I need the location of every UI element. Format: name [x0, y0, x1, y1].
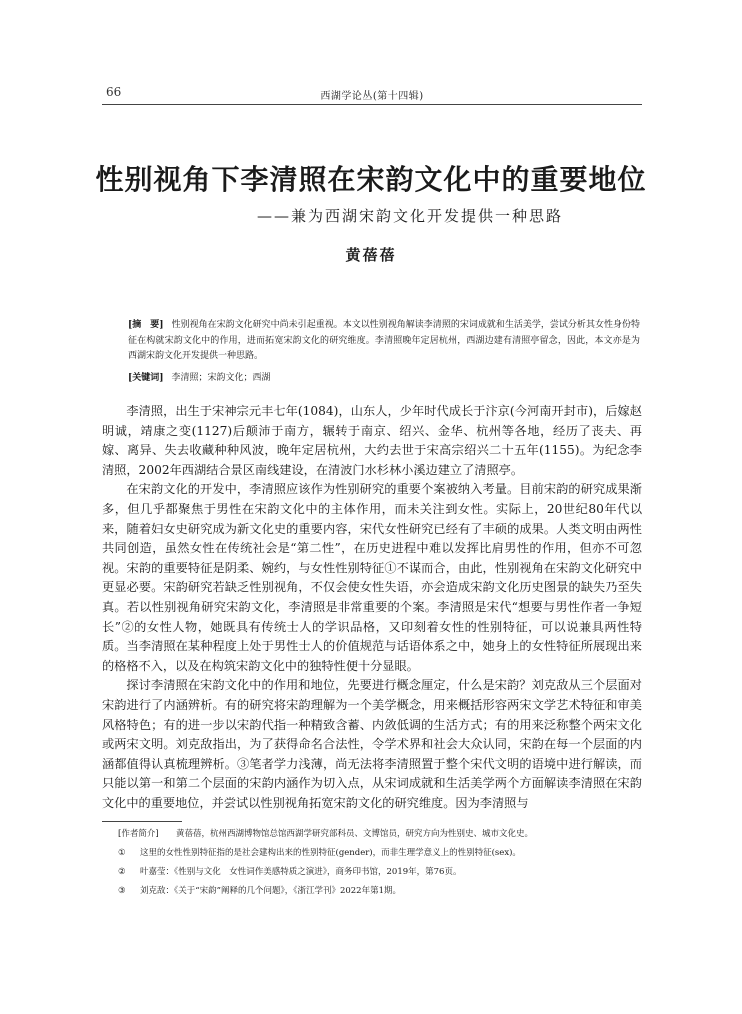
body-paragraph: 李清照，出生于宋神宗元丰七年(1084)，山东人，少年时代成长于汴京(今河南开封市)，后嫁赵明诚，靖康之变(1127)后颠沛于南方，辗转于南京、绍兴、金华、杭州等各地，经历了丧夫、再嫁、离异、失去收藏种种风波，晚年定居杭州，大约去世于宋高宗绍兴二十五年(1155)。为纪念李清照，2002年西湖结合景区南线建设，在清波门水杉林小溪边建立了清照亭。 — [102, 404, 642, 477]
footnote-text: 黄蓓蓓，杭州西湖博物馆总馆西湖学研究部科员、文博馆员，研究方向为性别史、城市文化史。 — [176, 829, 534, 839]
footnote-text: 叶嘉莹：《性别与文化 女性词作美感特质之演进》，商务印书馆，2019年，第76页。 — [140, 867, 462, 877]
article-subtitle: ——兼为西湖宋韵文化开发提供一种思路 — [256, 207, 563, 225]
footnotes — [118, 825, 638, 901]
footnote-marker: ③ — [118, 886, 126, 896]
footnote-marker: ② — [118, 867, 126, 877]
keywords-text: 李清照；宋韵文化；西湖 — [171, 373, 271, 383]
body-text — [102, 402, 642, 813]
keywords-label: [关键词] — [128, 373, 164, 383]
abstract-label: [摘 要] — [128, 320, 164, 330]
article-title: 性别视角下李清照在宋韵文化中的重要地位 — [95, 163, 647, 196]
abstract-text: 性别视角在宋韵文化研究中尚未引起重视。本文以性别视角解读李清照的宋词成就和生活美学，尝试分析其女性身份特征在构就宋韵文化中的作用，进而拓宽宋韵文化的研究维度。李清照晚年定居杭州，西湖边建有清照亭留念，因此，本文亦是为西湖宋韵文化开发提供一种思路。 — [128, 320, 640, 361]
footnote-author-bio — [118, 825, 638, 844]
footnote-item — [118, 882, 638, 901]
header-rule — [102, 104, 642, 105]
abstract — [128, 318, 640, 365]
footnote-rule — [102, 821, 182, 822]
page-number: 66 — [106, 85, 122, 99]
footnote-text: 刘克敌：《关于“宋韵”阐释的几个问题》，《浙江学刊》2022年第1期。 — [140, 886, 401, 896]
series-title: 西湖学论丛(第十四辑) — [320, 91, 424, 102]
footnote-text: 这里的女性性别特征指的是社会建构出来的性别特征(gender)，而非生理学意义上的性别特征(sex)。 — [140, 848, 521, 858]
footnote-marker: ① — [118, 848, 126, 858]
body-paragraph: 在宋韵文化的开发中，李清照应该作为性别研究的重要个案被纳入考量。目前宋韵的研究成果渐多，但几乎都聚焦于男性在宋韵文化中的主体作用，而未关注到女性。实际上，20世纪80年代以来，随着妇女史研究成为新文化史的重要内容，宋代女性研究已经有了丰硕的成果。人类文明由两性共同创造，虽然女性在传统社会是“第二性”，在历史进程中难以发挥比肩男性的作用，但亦不可忽视。宋韵的重要特征是阴柔、婉约，与女性性别特征①不谋而合，由此，性别视角在宋韵文化研究中更显必要。宋韵研究若缺乏性别视角，不仅会使女性失语，亦会造成宋韵文化历史图景的缺失乃至失真。若以性别视角研究宋韵文化，李清照是非常重要的个案。李清照是宋代“想要与男性作者一争短长”②的女性人物，她既具有传统士人的学识品格，又印刻着女性的性别特征，可以说兼具两性特质。当李清照在某种程度上处于男性士人的价值规范与话语体系之中，她身上的女性特征所展现出来的格格不入，以及在构筑宋韵文化中的独特性便十分显眼。 — [102, 482, 642, 673]
footnote-item — [118, 863, 638, 882]
body-paragraph: 探讨李清照在宋韵文化中的作用和地位，先要进行概念厘定，什么是宋韵？刘克敌从三个层面对宋韵进行了内涵辨析。有的研究将宋韵理解为一个美学概念，用来概括形容两宋文学艺术特征和审美风格特色；有的进一步以宋韵代指一种精致含蓄、内敛低调的生活方式；有的用来泛称整个两宋文化或两宋文明。刘克敌指出，为了获得命名合法性，令学术界和社会大众认同，宋韵在每一个层面的内涵都值得认真梳理辨析。③笔者学力浅薄，尚无法将李清照置于整个宋代文明的语境中进行解读，而只能以第一和第二个层面的宋韵内涵作为切入点，从宋词成就和生活美学两个方面解读李清照在宋韵文化中的重要地位，并尝试以性别视角拓宽宋韵文化的研究维度。因为李清照与 — [102, 678, 642, 810]
author-name: 黄蓓蓓 — [345, 246, 397, 264]
keywords — [128, 370, 640, 383]
footnote-item — [118, 844, 638, 863]
running-header — [102, 85, 642, 103]
footnote-marker: [作者简介] — [118, 829, 159, 839]
